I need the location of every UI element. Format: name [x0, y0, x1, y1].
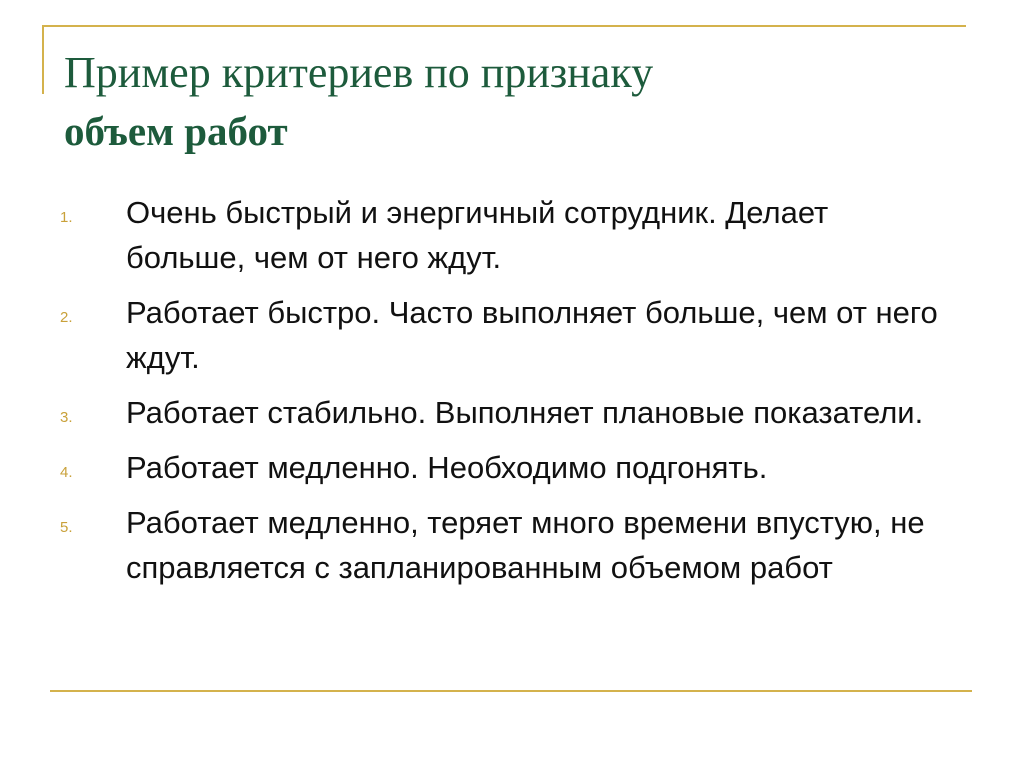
list-item	[60, 190, 940, 280]
list-item-text: Работает медленно, теряет много времени впустую, не справляется с запланированным объемом работ	[126, 505, 925, 585]
list-item	[60, 445, 940, 490]
slide-title	[64, 44, 964, 160]
left-accent-line	[42, 26, 44, 94]
title-line-1: Пример критериев по признаку	[64, 48, 654, 97]
list-item	[60, 390, 940, 435]
bottom-accent-line	[50, 690, 972, 692]
list-item-number: 4.	[60, 464, 73, 481]
title-line-2: объем работ	[64, 108, 288, 154]
list-item-number: 3.	[60, 409, 73, 426]
criteria-list	[60, 190, 940, 600]
list-item-text: Работает быстро. Часто выполняет больше, чем от него ждут.	[126, 295, 938, 375]
list-item	[60, 290, 940, 380]
list-item-number: 2.	[60, 309, 73, 326]
list-item-text: Работает стабильно. Выполняет плановые показатели.	[126, 395, 924, 430]
list-item-number: 1.	[60, 209, 73, 226]
list-item	[60, 500, 940, 590]
list-item-number: 5.	[60, 519, 73, 536]
list-item-text: Работает медленно. Необходимо подгонять.	[126, 450, 768, 485]
list-item-text: Очень быстрый и энергичный сотрудник. Делает больше, чем от него ждут.	[126, 195, 829, 275]
top-accent-line	[42, 25, 966, 27]
